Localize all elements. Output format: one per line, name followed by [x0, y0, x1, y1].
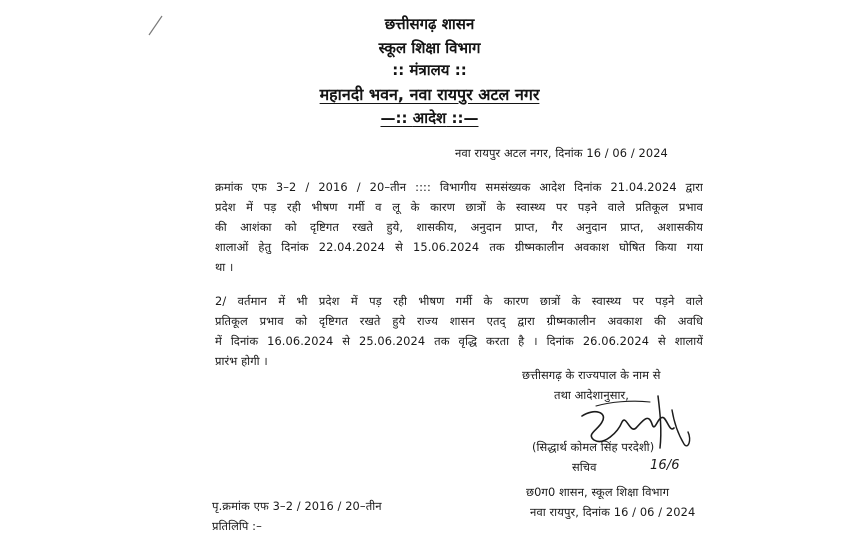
signatory-name: (सिद्धार्थ कोमल सिंह परदेशी)	[532, 440, 655, 454]
para1-line: शालाओं हेतु दिनांक 22.04.2024 से 15.06.2024 तक ग्रीष्मकालीन अवकाश घोषित किया गया	[215, 240, 703, 254]
order-heading-title: आदेश	[412, 109, 447, 127]
para2-line: प्रारंभ होगी ।	[215, 354, 268, 368]
copy-to-label: प्रतिलिपि :–	[212, 519, 262, 533]
para1-line: था ।	[215, 260, 234, 274]
office-name: :: मंत्रालय ::	[392, 61, 467, 79]
governor-order-line: छत्तीसगढ़ के राज्यपाल के नाम से	[522, 368, 661, 382]
place-date: नवा रायपुर अटल नगर, दिनांक 16 / 06 / 2024	[455, 146, 668, 160]
para1-line: क्रमांक एफ 3–2 / 2016 / 20–तीन :::: विभागीय समसंख्यक आदेश दिनांक 21.04.2024 द्वारा	[215, 180, 703, 194]
govt-name: छत्तीसगढ़ शासन	[384, 15, 475, 33]
order-heading-suffix: ::—	[446, 109, 479, 127]
order-heading-prefix: —::	[380, 109, 413, 127]
department-name: स्कूल शिक्षा विभाग	[378, 39, 481, 57]
signatory-date: नवा रायपुर, दिनांक 16 / 06 / 2024	[530, 505, 696, 519]
para2-line: 2/ वर्तमान में भी प्रदेश में पड़ रही भीषण गर्मी के कारण छात्रों के स्वास्थ्य पर पड़ने वाले	[215, 294, 703, 308]
para2-line: में दिनांक 16.06.2024 से 25.06.2024 तक वृद्धि करता है । दिनांक 26.06.2024 से शालायें	[215, 334, 703, 348]
signatory-designation: सचिव	[572, 460, 597, 474]
endorsement-number: पृ.क्रमांक एफ 3–2 / 2016 / 20–तीन	[212, 499, 382, 513]
para1-line: की आशंका को दृष्टिगत रखते हुये, शासकीय, अनुदान प्राप्त, गैर अनुदान प्राप्त, अशासकीय	[215, 220, 703, 234]
para2-line: प्रतिकूल प्रभाव को दृष्टिगत रखते हुये राज्य शासन एतद् द्वारा ग्रीष्मकालीन अवकाश की अवधि	[215, 314, 703, 328]
para1-line: प्रदेश में पड़ रही भीषण गर्मी व लू के कारण छात्रों के स्वास्थ्य पर पड़ने वाले प्रतिकूल प्रभाव	[215, 200, 703, 214]
governor-order-line2: तथा आदेशानुसार,	[554, 388, 629, 402]
signatory-department: छ0ग0 शासन, स्कूल शिक्षा विभाग	[526, 485, 670, 499]
handwritten-date: 16/6	[650, 458, 680, 473]
order-heading	[0, 108, 859, 128]
office-address: महानदी भवन, नवा रायपुर अटल नगर	[319, 85, 540, 104]
